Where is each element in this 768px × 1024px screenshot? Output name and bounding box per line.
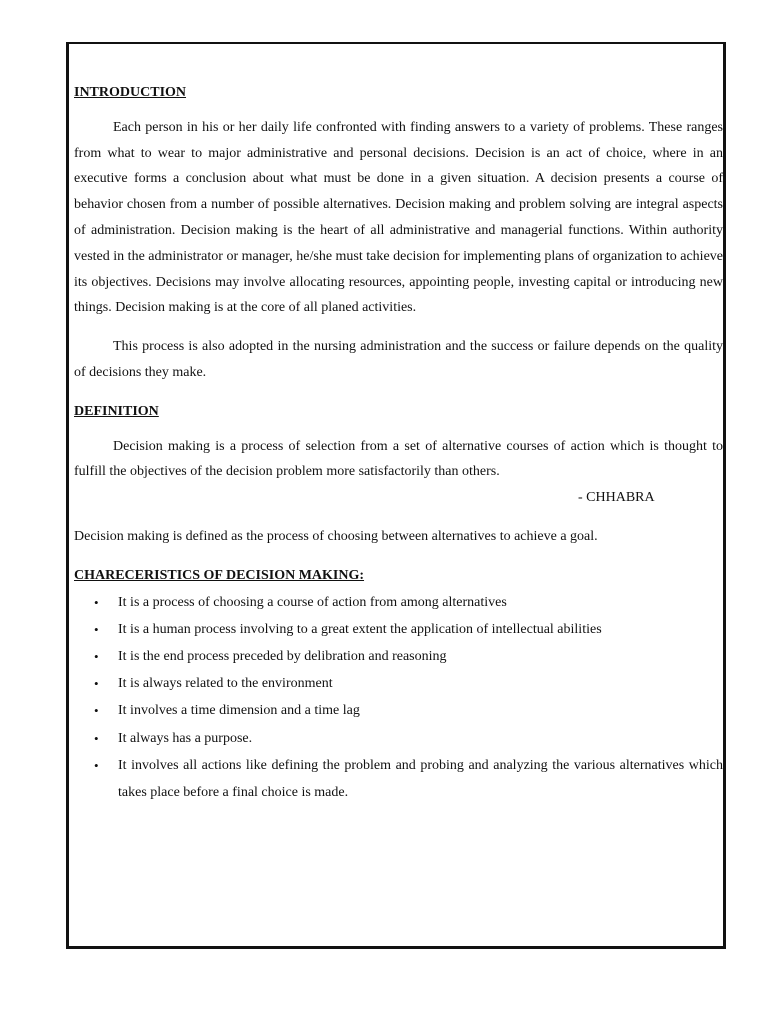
list-item: • It is always related to the environment — [74, 670, 723, 697]
document-body — [74, 80, 723, 806]
list-item: • It always has a purpose. — [74, 725, 723, 752]
introduction-paragraph-1: Each person in his or her daily life confronted with finding answers to a variety of problems. These ranges from what to wear to major administrative and personal decisions. Decision is an act of choice, where in an executive forms a conclusion about what must be done in a given situation. A decision presents a course of behavior chosen from a number of possible alternatives. Decision making and problem solving are integral aspects of administration. Decision making is the heart of all administrative and managerial functions. Within authority vested in the administrator or manager, he/she must take decision for implementing plans of organization to achieve its objectives. Decisions may involve allocating resources, appointing people, investing capital or introducing new things. Decision making is at the core of all planed activities. — [74, 119, 723, 316]
characteristics-list — [74, 589, 723, 807]
list-item: • It is a human process involving to a great extent the application of intellectual abilities — [74, 616, 723, 643]
characteristics-heading: CHARECERISTICS OF DECISION MAKING: — [74, 567, 365, 583]
introduction-paragraph-2: This process is also adopted in the nursing administration and the success or failure depends on the quality of decisions they make. — [74, 339, 723, 380]
definition-author: - CHHABRA — [578, 490, 655, 506]
definition-paragraph: Decision making is a process of selection from a set of alternative courses of action which is thought to fulfill the objectives of the decision problem more satisfactorily than others. — [74, 438, 723, 480]
definition-plain: Decision making is defined as the process of choosing between alternatives to achieve a goal. — [74, 528, 598, 544]
definition-heading: DEFINITION — [74, 403, 159, 419]
list-item: • It is the end process preceded by delibration and reasoning — [74, 643, 723, 670]
list-item: • It involves a time dimension and a time lag — [74, 697, 723, 724]
list-item: • It is a process of choosing a course of action from among alternatives — [74, 589, 723, 616]
list-item: • It involves all actions like defining the problem and probing and analyzing the various alternatives which takes place before a final choice is made. — [74, 752, 723, 806]
introduction-heading: INTRODUCTION — [74, 85, 187, 100]
